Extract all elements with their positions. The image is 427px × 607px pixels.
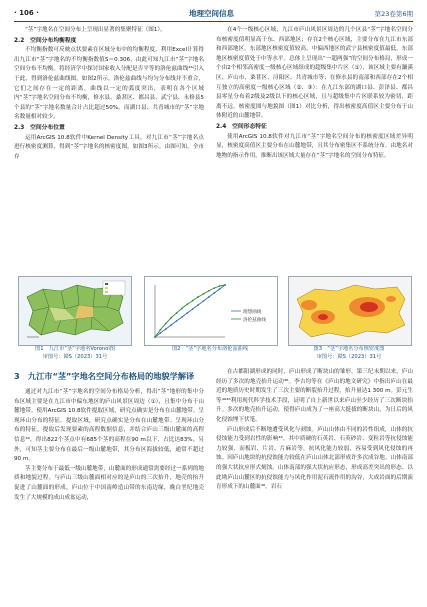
voronoi-map-graphic xyxy=(19,277,131,345)
lorenz-chart-svg xyxy=(145,277,277,345)
section-heading: 2.3 空间分布位置 xyxy=(14,124,65,131)
kernel-density-graphic xyxy=(289,277,411,345)
series-0-point xyxy=(165,328,167,330)
series-0-point xyxy=(159,332,161,334)
paragraph: 在4个一级核心区域，九江市庐山风景区周边的几个区县“茎”字地名空间分布核密度值明显高于东、西部地区；存在2个核心区域，主要分布在九江市东部和西部地区。东部地区核密度值较高，中偏西地区的武宁县核密度值最低。东部地区核密度值处于中等水平。总体上呈现出“一超两强”的空间分布格局，形成一个由2个相邻高密度一级核心区域组成的超级集中片区（①），该区域主要有濂溪区、庐山市、桑葚区、浔阳区、共青城市等；在修水县的南部和西部存在2个相互独立的高密度一级核心区域（②、③）：在九江东部的湖口县、彭泽县、都昌县零星分布着2级及2级以下的核心区域，且与超级集中片区联系较为密切，距离不远。核密度图与地貌图（图1）对比分析，得出核密度高值区主要分布于山体附近的山麓地带。 xyxy=(216,27,413,120)
series-1-point xyxy=(219,285,221,287)
right-column-top xyxy=(216,26,413,271)
paragraph: 运用ArcGIS 10.8软件中Kernel Density工具，对九江市“茎”字地名点进行核密度测算，得到“茎”字地名的核密度图，如图3所示。由图可知，全市存 xyxy=(14,134,204,160)
legend-lorenz-label: 洛伦兹曲线 xyxy=(243,318,266,323)
series-0-point xyxy=(181,316,183,318)
right-column-bottom xyxy=(216,368,413,600)
figure-3-caption: 图3 “茎”字地名分布核密度图 审图号：赣S（2023）31号 xyxy=(313,346,385,360)
series-0-point xyxy=(192,308,194,310)
series-1-point xyxy=(203,293,205,295)
series-1-point xyxy=(208,290,210,292)
paragraph: 使用ArcGIS 10.8软件对九江市“茎”字地名空间分布的核密度区域差异明显，核密度高值区主要分布在山麓地带，且其分布密集区不系统分布。由地名对地物的指示作用，推断出该区域大量存在“茎”字地名的空间分布特征。 xyxy=(216,133,413,159)
figure-3-kernel-density-map xyxy=(288,276,412,346)
paragraph: 茎主要分布于最低一级山麓地带，山麓面的形成通常需要经过一系列的地质和地貌过程。与庐山三级山麓面相对应的是庐山的三次抬升，地壳的抬升促进了山麓面的形成。庐山位于中国南岭造山带的东南边缘，晚白垩纪地壳发生了大规模的成山成盆运动， xyxy=(14,465,204,501)
series-1-point xyxy=(159,329,161,331)
figure-1-voronoi-map xyxy=(18,276,132,346)
series-0-point xyxy=(186,312,188,314)
page-number: · 106 · xyxy=(14,9,39,17)
section-heading: 3 九江市“茎”字地名空间分布格局的地貌学解译 xyxy=(14,371,195,381)
series-1-point xyxy=(154,336,156,338)
series-0-point xyxy=(203,300,205,302)
left-column-bottom xyxy=(14,368,204,600)
section-heading: 2.4 空间形态特征 xyxy=(216,123,267,130)
paragraph: 通过对九江市“茎”字地名的空间分布格局分析，得出“茎”地形的集中分布区域主要是在九江市中偏东地区的庐山风景区周边（①），且集中分布于山麓地带。使用ArcGIS 10.8软件提取区域，研究点确实是分布在山麓地带。呈现环山分布的特征。提取区域，研究点确实是分布在山麓地带。呈现环山分布的特征，提取后发现要素的高程数据信息，并结合庐山三级山麓面的高程信息⁴⁶，得出822个茎点中有685个茎的高程在90 m以下，占比达83%。另外，可知茎主要分布在最后一级山麓地带，其分布区海拔较低，通常不超过90 m。 xyxy=(14,389,204,463)
journal-title: 地理空间信息 xyxy=(189,9,234,18)
left-column-top xyxy=(14,26,204,271)
series-0-point xyxy=(208,296,210,298)
series-1-point xyxy=(192,300,194,302)
series-1-point xyxy=(197,296,199,298)
series-1-point xyxy=(186,303,188,305)
series-0-point xyxy=(219,288,221,290)
legend-ideal-label: 理想曲线 xyxy=(243,310,262,315)
paragraph: 不均衡指数可反映点状要素在区域分布中的均衡程度。利用Excel计算得出九江市“茎”字地名的不均衡指数值S＝0.306，由此可知九江市“茎”字地名空间分布不均衡。将经济学中探讨国家收入分配是否平等的洛伦兹曲线⁴⁶引入于此，得到洛伦兹曲线图，如图2所示。洛伦兹曲线与均匀分布线并不重合，它们之间存在一定的距离，曲线以一定的弧度突出，表明在各个区域内“茎”字地名空间分布不均衡，修水县、桑葚区、都昌县、武宁县、永修县5个县的“茎”字地名数量合计占比超过50%，而湖口县、共青城市的“茎”字地名数量相对较少。 xyxy=(14,47,204,121)
page-header xyxy=(0,0,427,22)
header-rule xyxy=(14,21,413,22)
series-0-point xyxy=(197,304,199,306)
figure-2-caption: 图2 “茎”字地名分布洛伦兹曲线 xyxy=(171,346,249,352)
series-1-point xyxy=(176,312,178,314)
figure-2-lorenz-chart xyxy=(144,276,278,346)
paragraph: 庐山形成后不断地遭受风化与剥蚀。庐山山体由不同的岩性组成，山体的抗侵蚀能力受到岩性的影响⁴⁶。其中质硬的石英岩、石英砂岩、变粒岩等抗侵蚀能力较强，而板岩、片岩、片麻岩等，抗风化能力较弱，容易受到风化侵蚀的再蚀。因庐山地块的抗侵蚀能力较低在庐山山体北部形成许多次成谷地。山体南部的强大状抗应形式刻蚀。山体南部的强大状抗应形态，形成高差突出的形态。以此坳庐山山麓区的抗侵蚀能力与风化作用泥石流作用的沟谷，大成岩面的后期演育形成下的山麓面⁴⁶。岩石 xyxy=(216,426,413,491)
series-1-point xyxy=(224,284,226,286)
series-1-point xyxy=(181,308,183,310)
series-0-point xyxy=(176,320,178,322)
section-heading: 2.2 空间分布均衡程度 xyxy=(14,37,77,44)
series-0-point xyxy=(213,292,215,294)
series-1-point xyxy=(170,317,172,319)
paragraph: “茎”字地名在空间分布上呈现出显著的集聚特征（图1）。 xyxy=(25,27,166,33)
series-1-point xyxy=(165,323,167,325)
series-1-point xyxy=(213,287,215,289)
series-0-point xyxy=(170,324,172,326)
issue-label: 第23卷第6期 xyxy=(374,10,413,18)
figure-1-caption: 图1 九江市“茎”字地名Voronoi图 审图号：赣S（2023）31号 xyxy=(35,346,115,360)
paragraph: 在古都阳湖形成的同时，庐山形成了断块山的雏形。第三纪末期以来，庐山经历了多次的地壳抬升运动⁴⁶。李吉均等在《庐山的地文研究》中指出庐山在最近的地质历史时期发生了三次主要的断裂抬升过程，抬升量达1 300 m。彭元生等⁴⁶⁴⁶利用现代科学技术手段，证明了自上新世以来庐山至少经历了三次断块抬升。多次的地壳抬升运动，使得庐山成为了一座高大挺拔的断块山，为日后的风化侵蚀埋下伏笔。 xyxy=(216,369,413,423)
